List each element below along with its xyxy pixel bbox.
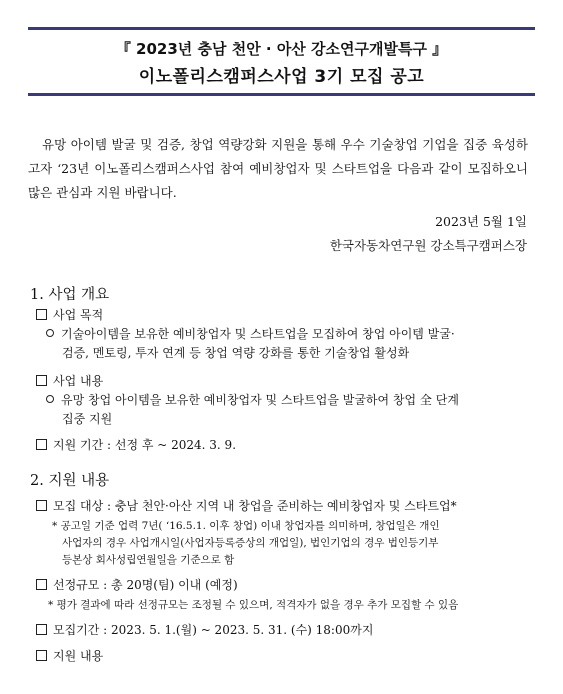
checkbox-square-icon	[36, 375, 47, 386]
purpose-label: 사업 목적	[53, 308, 104, 322]
circle-bullet-icon	[46, 329, 54, 337]
recruit-target: 모집 대상 : 충남 천안·아산 지역 내 창업을 준비하는 예비창업자 및 스타트업*	[53, 499, 457, 513]
support-content-label: 지원 내용	[53, 649, 104, 663]
issuer-name: 한국자동차연구원 강소특구캠퍼스장	[329, 238, 527, 253]
checkbox-square-icon	[36, 579, 47, 590]
announcement-date: 2023년 5월 1일	[435, 214, 527, 229]
purpose-text-line1: 기술아이템을 보유한 예비창업자 및 스타트업을 모집하여 창업 아이템 발굴·	[61, 327, 455, 341]
announcement-title-line2: 이노폴리스캠퍼스사업 3기 모집 공고	[138, 67, 425, 87]
header-top-rule	[28, 27, 535, 30]
content-bullet	[46, 391, 459, 408]
target-note-line2: 사업자의 경우 사업개시일(사업자등록증상의 개업일), 법인기업의 경우 법인등기부	[62, 537, 439, 549]
scale-item	[36, 576, 238, 593]
recruit-period: 모집기간 : 2023. 5. 1.(월) ~ 2023. 5. 31. (수) 18:00까지	[53, 623, 374, 637]
target-note-line3: 등본상 회사성립연월일을 기준으로 함	[62, 554, 235, 566]
selection-scale: 선정규모 : 총 20명(팀) 이내 (예정)	[53, 578, 238, 592]
purpose-bullet	[46, 325, 455, 342]
purpose-text-line2: 검증, 멘토링, 투자 연계 등 창업 역량 강화를 통한 기술창업 활성화	[62, 346, 410, 360]
purpose-item	[36, 306, 103, 323]
section1-heading: 1. 사업 개요	[30, 287, 110, 303]
content-item	[36, 372, 103, 389]
intro-paragraph	[28, 133, 528, 205]
header-bottom-rule	[28, 93, 535, 96]
checkbox-square-icon	[36, 309, 47, 320]
target-note-line1: * 공고일 기준 업력 7년( ‘16.5.1. 이후 창업) 이내 창업자를 의미하며, 창업일은 개인	[52, 520, 440, 532]
circle-bullet-icon	[46, 395, 54, 403]
period-item	[36, 436, 236, 453]
content-text-line1: 유망 창업 아이템을 보유한 예비창업자 및 스타트업을 발굴하여 창업 全 단계	[61, 393, 459, 407]
intro-text: 유망 아이템 발굴 및 검증, 창업 역량강화 지원을 통해 우수 기술창업 기업을 집중 육성하고자 ‘23년 이노폴리스캠퍼스사업 참여 예비창업자 및 스타트업을 다음과 같이 모집하오니 많은 관심과 지원 바랍니다.	[28, 137, 528, 200]
checkbox-square-icon	[36, 624, 47, 635]
content-text-line2: 집중 지원	[62, 412, 113, 426]
section2-heading: 2. 지원 내용	[30, 473, 110, 489]
target-item	[36, 497, 457, 514]
recruit-period-item	[36, 621, 373, 638]
content-label: 사업 내용	[53, 374, 104, 388]
checkbox-square-icon	[36, 650, 47, 661]
support-period: 지원 기간 : 선정 후 ~ 2024. 3. 9.	[53, 438, 237, 452]
checkbox-square-icon	[36, 500, 47, 511]
support-content-item	[36, 647, 103, 664]
checkbox-square-icon	[36, 439, 47, 450]
scale-note: * 평가 결과에 따라 선정규모는 조정될 수 있으며, 적격자가 없을 경우 추가 모집할 수 있음	[48, 599, 459, 611]
announcement-title-line1: 『 2023년 충남 천안 · 아산 강소연구개발특구 』	[115, 40, 448, 58]
